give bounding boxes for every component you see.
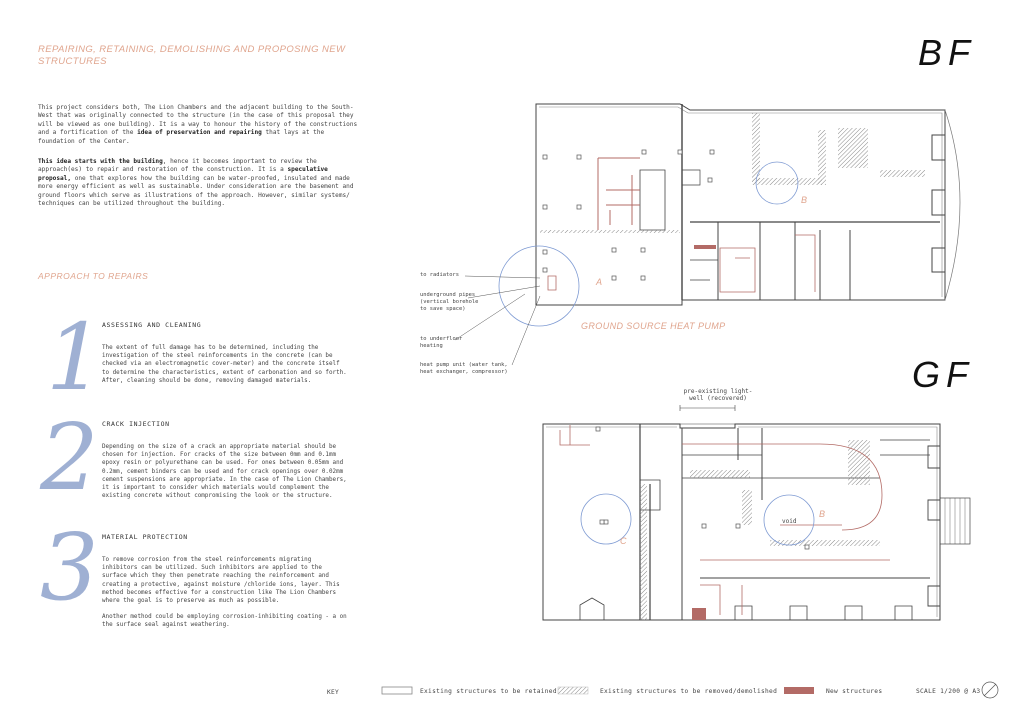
basement-outline — [536, 104, 945, 305]
light-well-dimension — [680, 405, 735, 411]
key-retained-label: Existing structures to be retained — [420, 688, 557, 695]
stair-hatch — [838, 128, 868, 168]
basement-floor-label: BF — [918, 32, 977, 73]
new-wall — [700, 585, 742, 615]
page-title: REPAIRING, RETAINING, DEMOLISHING AND PROPOSING NEW STRUCTURES — [38, 44, 346, 67]
new-wall — [598, 158, 640, 230]
zone-a-label: A — [596, 277, 603, 287]
step-text-3b: Another method could be employing corrosion-inhibiting coating - a on the surface seal against weathering. — [102, 614, 347, 629]
ground-niches — [928, 446, 940, 606]
basement-lift — [640, 170, 665, 230]
demolished-wall — [540, 230, 680, 233]
heat-pump-unit — [548, 276, 556, 290]
key-new-label: New structures — [826, 688, 883, 695]
gshp-label: GROUND SOURCE HEAT PUMP — [581, 321, 726, 331]
key-swatch-new — [784, 687, 814, 694]
demolished-wall — [690, 470, 750, 478]
annotation-leaders — [455, 276, 540, 365]
ground-wall — [880, 440, 930, 455]
intro-bold: idea of preservation and repairing — [137, 129, 262, 137]
step-number-1: 1 — [46, 304, 105, 411]
scale-label: SCALE 1/200 @ A3 — [916, 688, 981, 695]
step-title-1: ASSESSING AND CLEANING — [102, 321, 202, 329]
annotation-radiators: to radiators — [420, 272, 459, 278]
ground-bays — [580, 598, 912, 620]
intro-text: one that explores how the building can be water-proofed, insulated and made more energy efficient as well as sustainable. Under consideration are the basement and ground floors which serve as illustrations of the approach. However, similar systems/ techniques can be utilized throughout the building. — [38, 174, 354, 208]
new-structure — [694, 245, 716, 249]
north-arrow-needle — [984, 684, 996, 696]
intro-bold: speculative proposal, — [38, 166, 328, 182]
step-text-2: Depending on the size of a crack an appropriate material should be chosen for injection. For cracks of the size between 0mm and 0.1mm epoxy resin or polyurethane can be used. For ones between 0.05mm and 0.2mm, cement binders can be used and for crack openings over 0.02mm cement suspensions are appropriate. In the case of The Lion Chambers, it is important to consider which materials would complement the existing concrete without compromising the look or the structure. — [102, 444, 347, 500]
basement-wall — [718, 222, 850, 300]
annotation-underground: underground pipes (vertical borehole to save space) — [420, 292, 479, 312]
demolished-wall — [752, 178, 822, 185]
basement-wall — [682, 170, 700, 185]
new-wall — [720, 248, 755, 292]
step-number-3: 3 — [40, 514, 99, 621]
step-number-2: 2 — [40, 404, 99, 511]
stair-hatch — [848, 440, 870, 485]
step-title-2: CRACK INJECTION — [102, 420, 170, 428]
basement-inner-line — [539, 107, 942, 297]
basement-niches — [932, 135, 945, 272]
step-text-1: The extent of full damage has to be determined, including the investigation of the steel reinforcements in the concrete (can be checked via an electromagnetic cover-meter) and the concrete itself to determine the characteristics, extent of carbonation and so forth. After, cleaning should be done, removing damaged materials. — [102, 345, 347, 384]
demolished-wall — [640, 484, 647, 620]
void-label: void — [782, 518, 797, 525]
step-text-3: To remove corrosion from the steel reinforcements migrating inhibitors can be utilized. Such inhibitors are applied to the surface which they then penetrate reaching the reinforcement and creating a protective, against moisture /chloride ions, layer. This method becomes effective for a construction like The Lion Chambers where the goal is to preserve as much as possible. — [102, 557, 340, 605]
zone-b-ground-label: B — [819, 509, 826, 519]
key-label: KEY — [327, 689, 340, 696]
key-swatch-retained — [382, 687, 412, 694]
demolished-wall — [818, 130, 826, 185]
new-wall — [795, 235, 815, 292]
zone-c-label: C — [620, 536, 627, 546]
approach-heading: APPROACH TO REPAIRS — [38, 271, 149, 281]
new-wall — [560, 425, 590, 445]
intro-text: , hence it becomes important to review the approach(es) to repair and restoration of the construction. It is a — [38, 158, 317, 174]
stair-treads — [945, 498, 965, 544]
zone-b-label: B — [801, 195, 808, 205]
intro-text: that lays at the foundation of the Center. — [38, 129, 325, 145]
key-swatch-removed — [558, 687, 588, 694]
intro-text: This project considers both, The Lion Chambers and the adjacent building to the South-West that was originally connected to the structure (in the case of this proposal they will be viewed as one building). It is a way to honour the history of the constructions and a fortification of the — [38, 104, 358, 137]
basement-wall — [690, 260, 718, 280]
intro-bold: This idea starts with the building — [38, 158, 163, 165]
new-structure — [692, 608, 706, 620]
annotation-underfloor: to underfloor heating — [420, 336, 463, 349]
annotation-heat-pump: heat pump unit (water tank, heat exchanger, compressor) — [420, 362, 508, 375]
demolished-wall — [742, 490, 752, 525]
light-well-label: pre-existing light-well (recovered) — [683, 388, 753, 402]
demolished-wall — [880, 170, 925, 177]
step-title-3: MATERIAL PROTECTION — [102, 533, 188, 541]
basement-curve — [945, 110, 960, 300]
ground-plan — [543, 405, 970, 620]
basement-columns — [543, 150, 714, 280]
key-removed-label: Existing structures to be removed/demolished — [600, 688, 778, 695]
ground-floor-label: GF — [912, 354, 974, 395]
